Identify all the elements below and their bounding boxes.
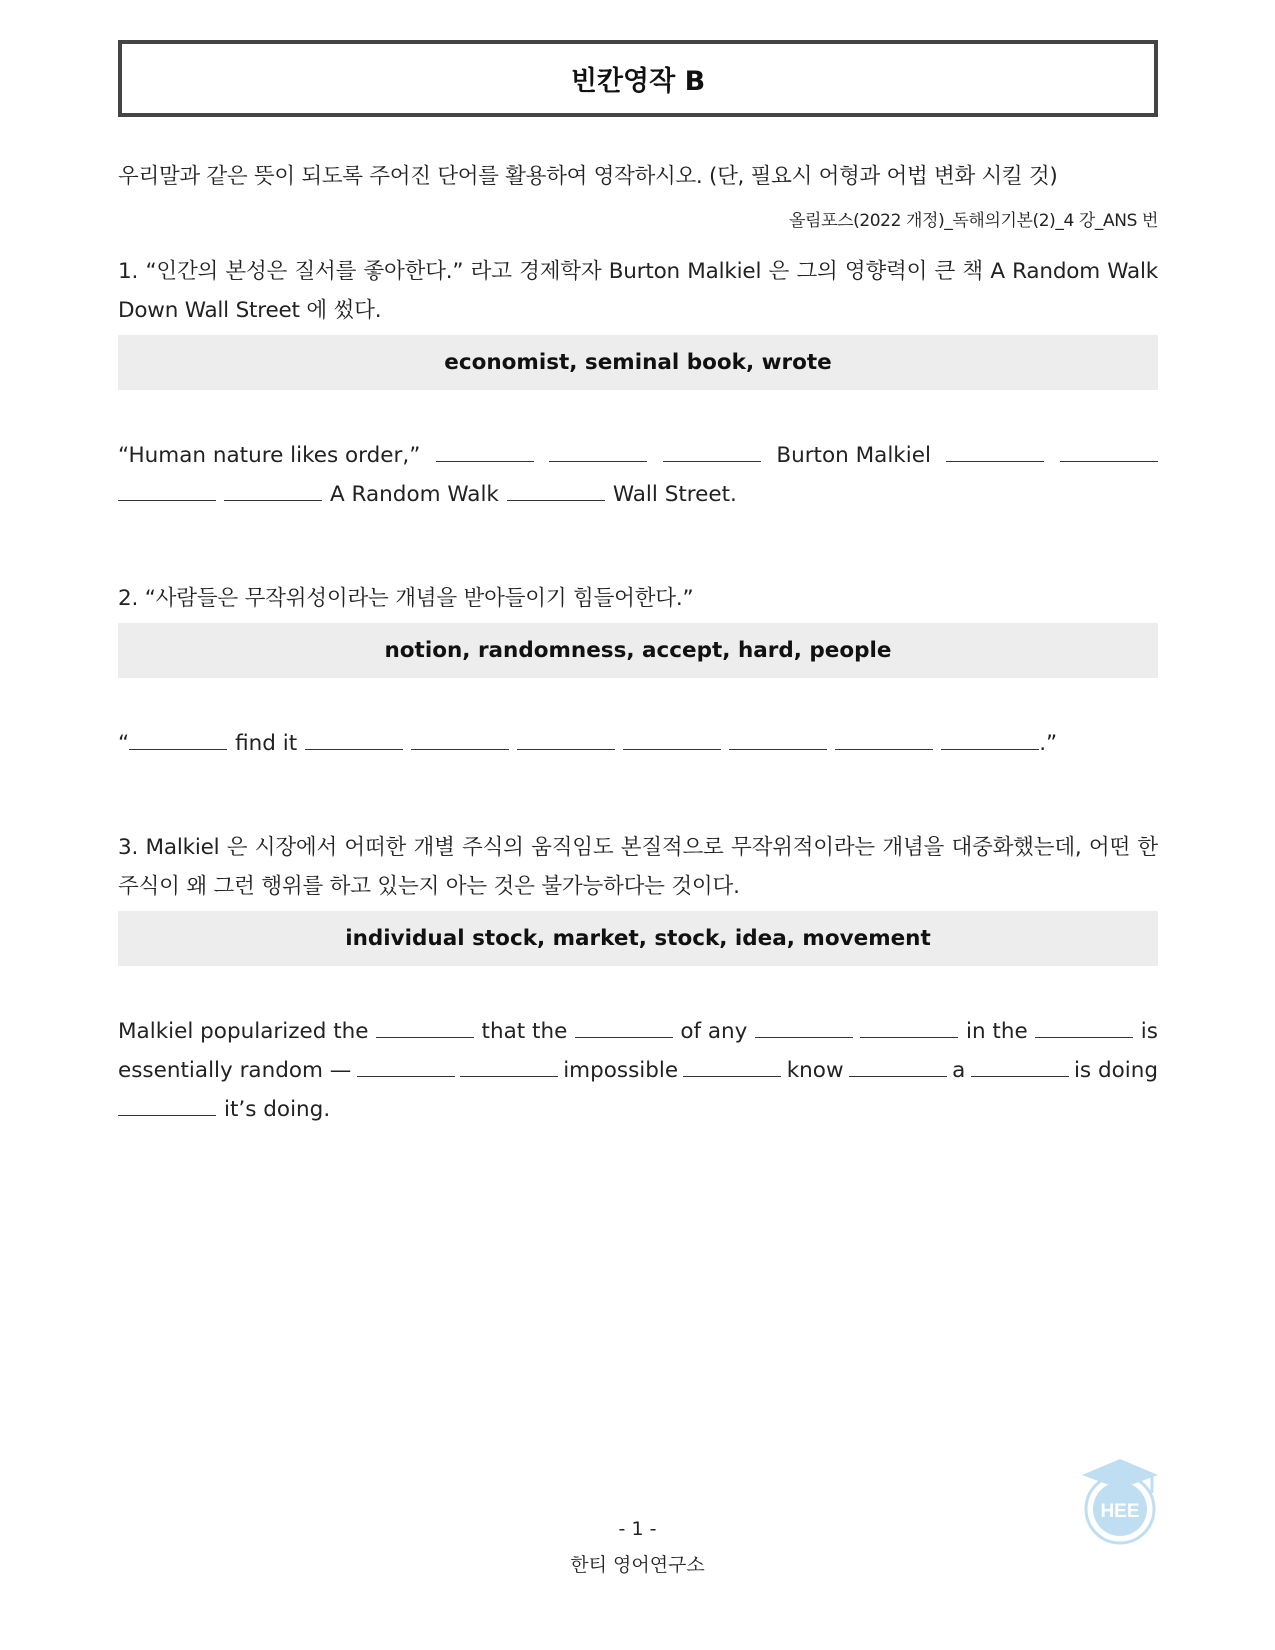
blank	[1035, 1019, 1133, 1038]
question-prompt: 2. “사람들은 무작위성이라는 개념을 받아들이기 힘들어한다.”	[118, 586, 694, 611]
blank	[549, 443, 647, 462]
answer-text: essentially random —	[118, 1058, 352, 1083]
answer-text: a	[952, 1058, 966, 1083]
hint-box: notion, randomness, accept, hard, people	[118, 623, 1158, 678]
hint-box: individual stock, market, stock, idea, movement	[118, 911, 1158, 966]
answer-text: “	[118, 731, 130, 756]
answer-text: Burton Malkiel	[776, 443, 931, 468]
answer-text: in the	[965, 1019, 1028, 1044]
answer-line	[118, 724, 1158, 763]
blank	[436, 443, 534, 462]
page-number: - 1 -	[618, 1518, 657, 1540]
blank	[663, 443, 761, 462]
blank	[224, 482, 322, 501]
blank	[941, 731, 1039, 750]
page-title: 빈칸영작 B	[570, 66, 706, 97]
question-prompt: 1. “인간의 본성은 질서를 좋아한다.” 라고 경제학자 Burton Malkiel 은 그의 영향력이 큰 책 A Random Walk Down Wall Street 에 썼다.	[118, 259, 1158, 323]
answer-text: know	[786, 1058, 844, 1083]
blank	[357, 1058, 455, 1077]
blank	[860, 1019, 958, 1038]
answer-text: that the	[481, 1019, 568, 1044]
answer-text: is	[1140, 1019, 1158, 1044]
blank	[517, 731, 615, 750]
answer-line	[118, 1090, 1158, 1129]
question-3	[118, 828, 1158, 1129]
blank	[507, 482, 605, 501]
blank	[835, 731, 933, 750]
hint-box: economist, seminal book, wrote	[118, 335, 1158, 390]
worksheet-page	[118, 40, 1158, 1129]
blank	[683, 1058, 781, 1077]
answer-text: .”	[1039, 731, 1058, 756]
blank	[946, 443, 1044, 462]
title-box	[118, 40, 1158, 117]
blank	[129, 731, 227, 750]
blank	[460, 1058, 558, 1077]
answer-text: of any	[680, 1019, 748, 1044]
answer-text: Malkiel popularized the	[118, 1019, 369, 1044]
answer-area	[118, 436, 1158, 514]
blank	[575, 1019, 673, 1038]
blank	[849, 1058, 947, 1077]
blank	[118, 1097, 216, 1116]
answer-text: is doing	[1073, 1058, 1158, 1083]
answer-text: A Random Walk	[330, 482, 499, 507]
blank	[118, 482, 216, 501]
question-prompt: 3. Malkiel 은 시장에서 어떠한 개별 주식의 움직임도 본질적으로 무작위적이라는 개념을 대중화했는데, 어떤 한 주식이 왜 그런 행위를 하고 있는지 아는 것은 불가능하다는 것이다.	[118, 835, 1158, 899]
answer-line	[118, 475, 1158, 514]
blank	[971, 1058, 1069, 1077]
question-2	[118, 579, 1158, 763]
answer-line	[118, 436, 1158, 475]
organization-name: 한티 영어연구소	[570, 1554, 705, 1576]
blank	[305, 731, 403, 750]
blank	[376, 1019, 474, 1038]
answer-text: “Human nature likes order,”	[118, 443, 421, 468]
instruction: 우리말과 같은 뜻이 되도록 주어진 단어를 활용하여 영작하시오. (단, 필요시 어형과 어법 변화 시킬 것)	[118, 164, 1058, 189]
answer-line	[118, 1012, 1158, 1051]
blank	[729, 731, 827, 750]
answer-text: find it	[235, 731, 298, 756]
logo-text: HEE	[1100, 1501, 1140, 1522]
blank	[623, 731, 721, 750]
blank	[755, 1019, 853, 1038]
answer-area	[118, 1012, 1158, 1129]
blank	[1060, 443, 1158, 462]
blank	[411, 731, 509, 750]
source-label: 올림포스(2022 개정)_독해의기본(2)_4 강_ANS 번	[789, 211, 1158, 231]
answer-area	[118, 724, 1158, 763]
answer-text: impossible	[563, 1058, 679, 1083]
question-1	[118, 252, 1158, 514]
answer-text: it’s doing.	[224, 1097, 331, 1122]
answer-line	[118, 1051, 1158, 1090]
graduation-cap-icon	[1078, 1455, 1162, 1547]
answer-text: Wall Street.	[612, 482, 737, 507]
